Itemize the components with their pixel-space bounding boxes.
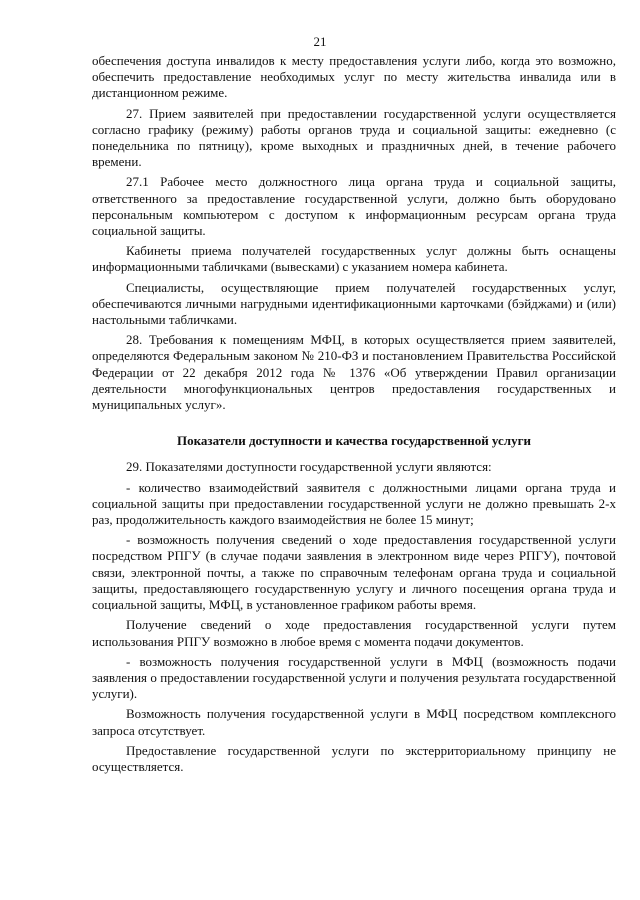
list-item-status-info: - возможность получения сведений о ходе предоставления государственной услуги посредством РПГУ (в случае подачи заявления в электронном виде через РПГУ), почтовой связи, электронной почты, а также по справочным телефонам органа труда и социальной защиты, предоставляющего государственную услугу и личного посещения органа труда и социальной защиты, МФЦ, в установленное графиком работы время. — [92, 532, 616, 613]
page-number: 21 — [313, 34, 327, 49]
list-item-interactions: - количество взаимодействий заявителя с должностными лицами органа труда и социальной защиты при предоставлении государственной услуги не должно превышать 2-х раз, продолжительность каждого взаимодействия не более 15 минут; — [92, 479, 616, 528]
paragraph-rpgu-status: Получение сведений о ходе предоставления государственной услуги путем использования РПГУ возможно в любое время с момента подачи документов. — [92, 617, 616, 649]
paragraph-27: 27. Прием заявителей при предоставлении государственной услуги осуществляется согласно графику (режиму) работы органов труда и социальной защиты: ежедневно (с понедельника по пятницу), кроме выходных и праздничных дней, в течение рабочего времени. — [92, 105, 616, 170]
paragraph-continuation: обеспечения доступа инвалидов к месту предоставления услуги либо, когда это возможно, обеспечить предоставление необходимых услуг по месту жительства инвалида или в дистанционном режиме. — [92, 53, 616, 101]
paragraph-specialists: Специалисты, осуществляющие прием получателей государственных услуг, обеспечиваются личными нагрудными идентификационными карточками (бэйджами) и (или) настольными табличками. — [92, 279, 616, 328]
paragraph-27-1: 27.1 Рабочее место должностного лица органа труда и социальной защиты, ответственного за предоставление государственной услуги, должно быть оборудовано персональным компьютером с доступом к информационным ресурсам органа труда социальной защиты. — [92, 174, 616, 239]
paragraph-cabinets: Кабинеты приема получателей государственных услуг должны быть оснащены информационными табличками (вывесками) с указанием номера кабинета. — [92, 243, 616, 275]
paragraph-complex-request: Возможность получения государственной услуги в МФЦ посредством комплексного запроса отсутствует. — [92, 706, 616, 738]
list-item-mfc: - возможность получения государственной услуги в МФЦ (возможность подачи заявления о предоставлении государственной услуги и получения результата государственной услуги). — [92, 653, 616, 702]
document-body — [92, 53, 616, 779]
paragraph-29: 29. Показателями доступности государственной услуги являются: — [126, 459, 492, 475]
paragraph-extraterritorial: Предоставление государственной услуги по экстерриториальному принципу не осуществляется. — [92, 742, 616, 774]
paragraph-28: 28. Требования к помещениям МФЦ, в которых осуществляется прием заявителей, определяются Федеральным законом № 210-ФЗ и постановлением Правительства Российской Федерации от 22 декабря 2012 года № 1376 «Об утверждении Правил организации деятельности многофункциональных центров предоставления государственных и муниципальных услуг». — [92, 332, 616, 413]
section-heading: Показатели доступности и качества государственной услуги — [176, 433, 531, 449]
